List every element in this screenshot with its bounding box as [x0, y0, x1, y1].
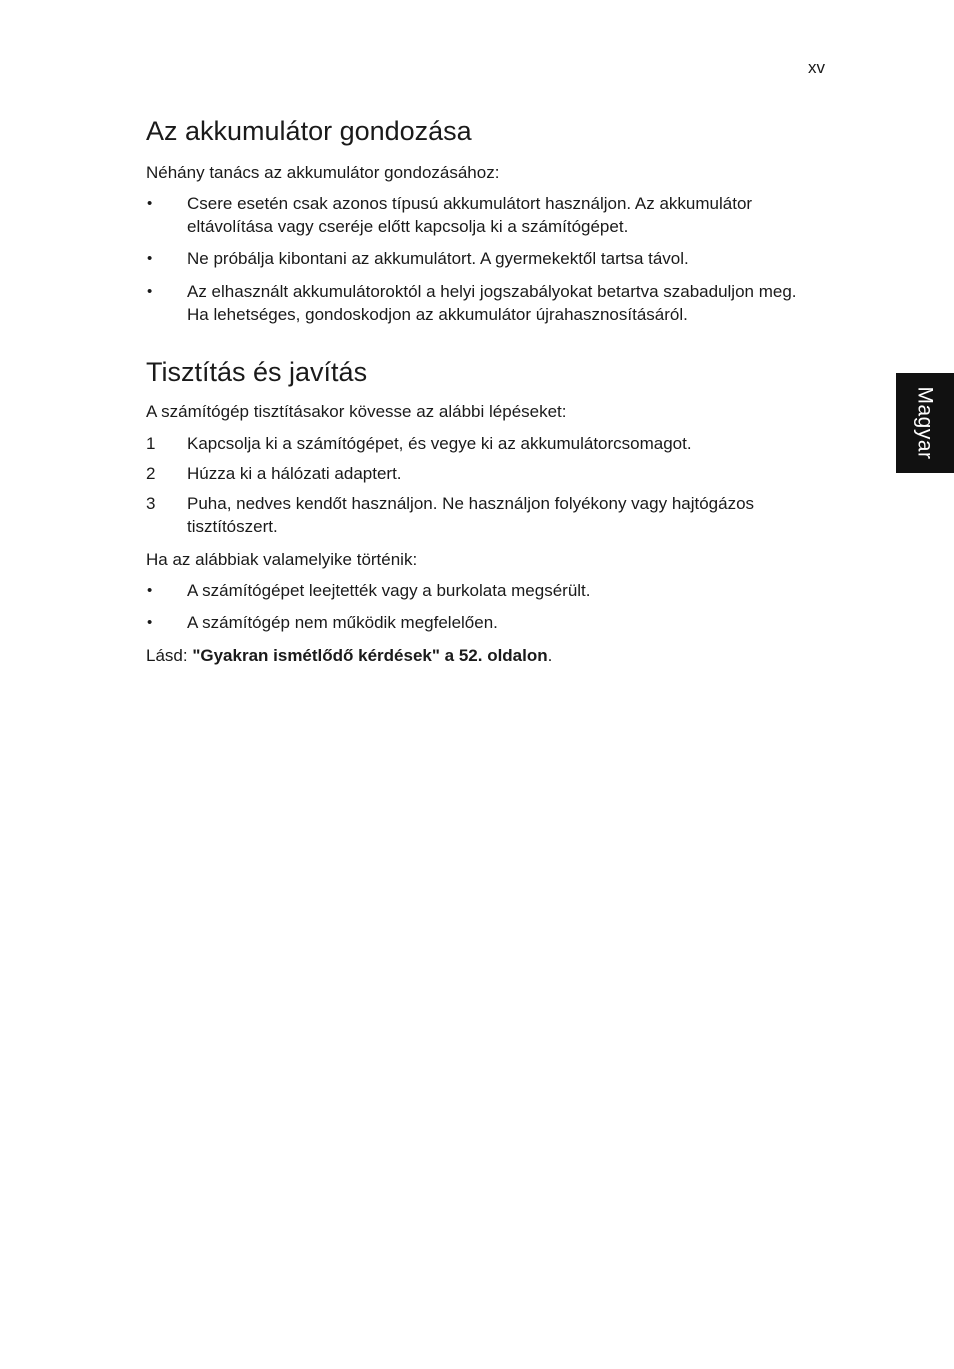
see-reference [146, 644, 552, 667]
step-number: 3 [146, 494, 156, 513]
bullet-icon: • [147, 195, 153, 212]
see-prefix: Lásd: [146, 646, 193, 665]
step-text: Húzza ki a hálózati adaptert. [187, 464, 402, 483]
list-item-text: Csere esetén csak azonos típusú akkumulátort használjon. Az akkumulátor eltávolítása vagy cseréje előtt kapcsolja ki a számítógépet. [187, 194, 753, 236]
language-side-tab [896, 373, 954, 473]
list-item-text: A számítógépet leejtették vagy a burkolata megsérült. [187, 581, 591, 600]
page-number: xv [808, 58, 825, 77]
bullet-icon: • [147, 250, 153, 267]
list-item-text: Az elhasznált akkumulátoroktól a helyi jogszabályokat betartva szabaduljon meg. Ha lehetséges, gondoskodjon az akkumulátor újrahasznosításáról. [187, 282, 797, 324]
section-heading-battery-care: Az akkumulátor gondozása [146, 116, 472, 146]
step-number: 1 [146, 434, 156, 453]
cleaning-intro: A számítógép tisztításakor kövesse az alábbi lépéseket: [146, 402, 567, 421]
see-suffix: . [547, 646, 553, 665]
step-text: Puha, nedves kendőt használjon. Ne használjon folyékony vagy hajtógázos tisztítószert. [187, 494, 755, 536]
list-item-text: Ne próbálja kibontani az akkumulátort. A gyermekektől tartsa távol. [187, 249, 689, 268]
bullet-icon: • [147, 283, 153, 300]
battery-care-intro: Néhány tanács az akkumulátor gondozásához: [146, 163, 500, 182]
step-number: 2 [146, 464, 156, 483]
language-side-tab-label: Magyar [914, 386, 937, 460]
faq-reference-link[interactable]: "Gyakran ismétlődő kérdések" a 52. oldalon [192, 646, 548, 665]
conditions-intro: Ha az alábbiak valamelyike történik: [146, 550, 418, 569]
section-heading-cleaning: Tisztítás és javítás [146, 357, 368, 387]
bullet-icon: • [147, 614, 153, 631]
list-item-text: A számítógép nem működik megfelelően. [187, 613, 498, 632]
bullet-icon: • [147, 582, 153, 599]
step-text: Kapcsolja ki a számítógépet, és vegye ki az akkumulátorcsomagot. [187, 434, 692, 453]
